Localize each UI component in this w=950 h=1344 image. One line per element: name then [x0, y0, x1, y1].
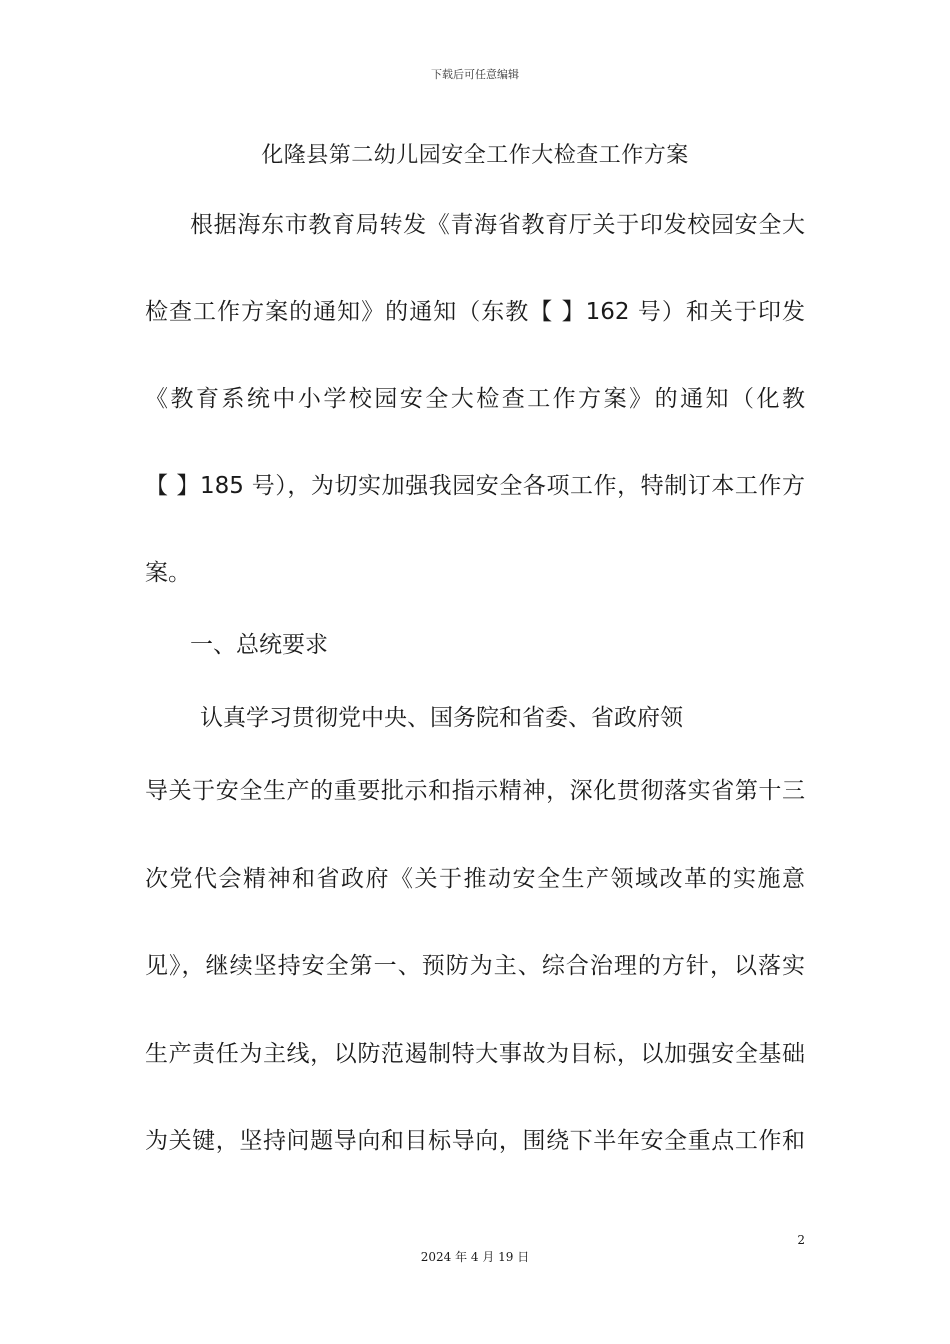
footer-date: 2024 年 4 月 19 日	[420, 1250, 530, 1264]
paragraph-line: 生产责任为主线，以防范遏制特大事故为目标，以加强安全基础	[145, 1041, 805, 1067]
section-heading: 一、总统要求	[190, 632, 328, 658]
paragraph-line: 案。	[145, 560, 191, 586]
document-title: 化隆县第二幼儿园安全工作大检查工作方案	[261, 143, 689, 168]
paragraph-line: 认真学习贯彻党中央、国务院和省委、省政府领	[200, 705, 683, 731]
header-note: 下载后可任意编辑	[431, 68, 519, 81]
paragraph-line: 【 】185 号），为切实加强我园安全各项工作，特制订本工作方	[145, 473, 805, 499]
page-number: 2	[797, 1233, 805, 1247]
paragraph-line: 见》，继续坚持安全第一、预防为主、综合治理的方针，以落实	[145, 953, 805, 979]
paragraph-line: 导关于安全生产的重要批示和指示精神，深化贯彻落实省第十三	[145, 778, 805, 804]
paragraph-line: 为关键，坚持问题导向和目标导向，围绕下半年安全重点工作和	[145, 1128, 805, 1154]
paragraph-line: 《教育系统中小学校园安全大检查工作方案》的通知（化教	[145, 386, 805, 412]
paragraph-line: 检查工作方案的通知》的通知（东教【 】162 号）和关于印发	[145, 299, 805, 325]
paragraph-line: 次党代会精神和省政府《关于推动安全生产领域改革的实施意	[145, 866, 805, 892]
paragraph-line: 根据海东市教育局转发《青海省教育厅关于印发校园安全大	[190, 212, 805, 238]
